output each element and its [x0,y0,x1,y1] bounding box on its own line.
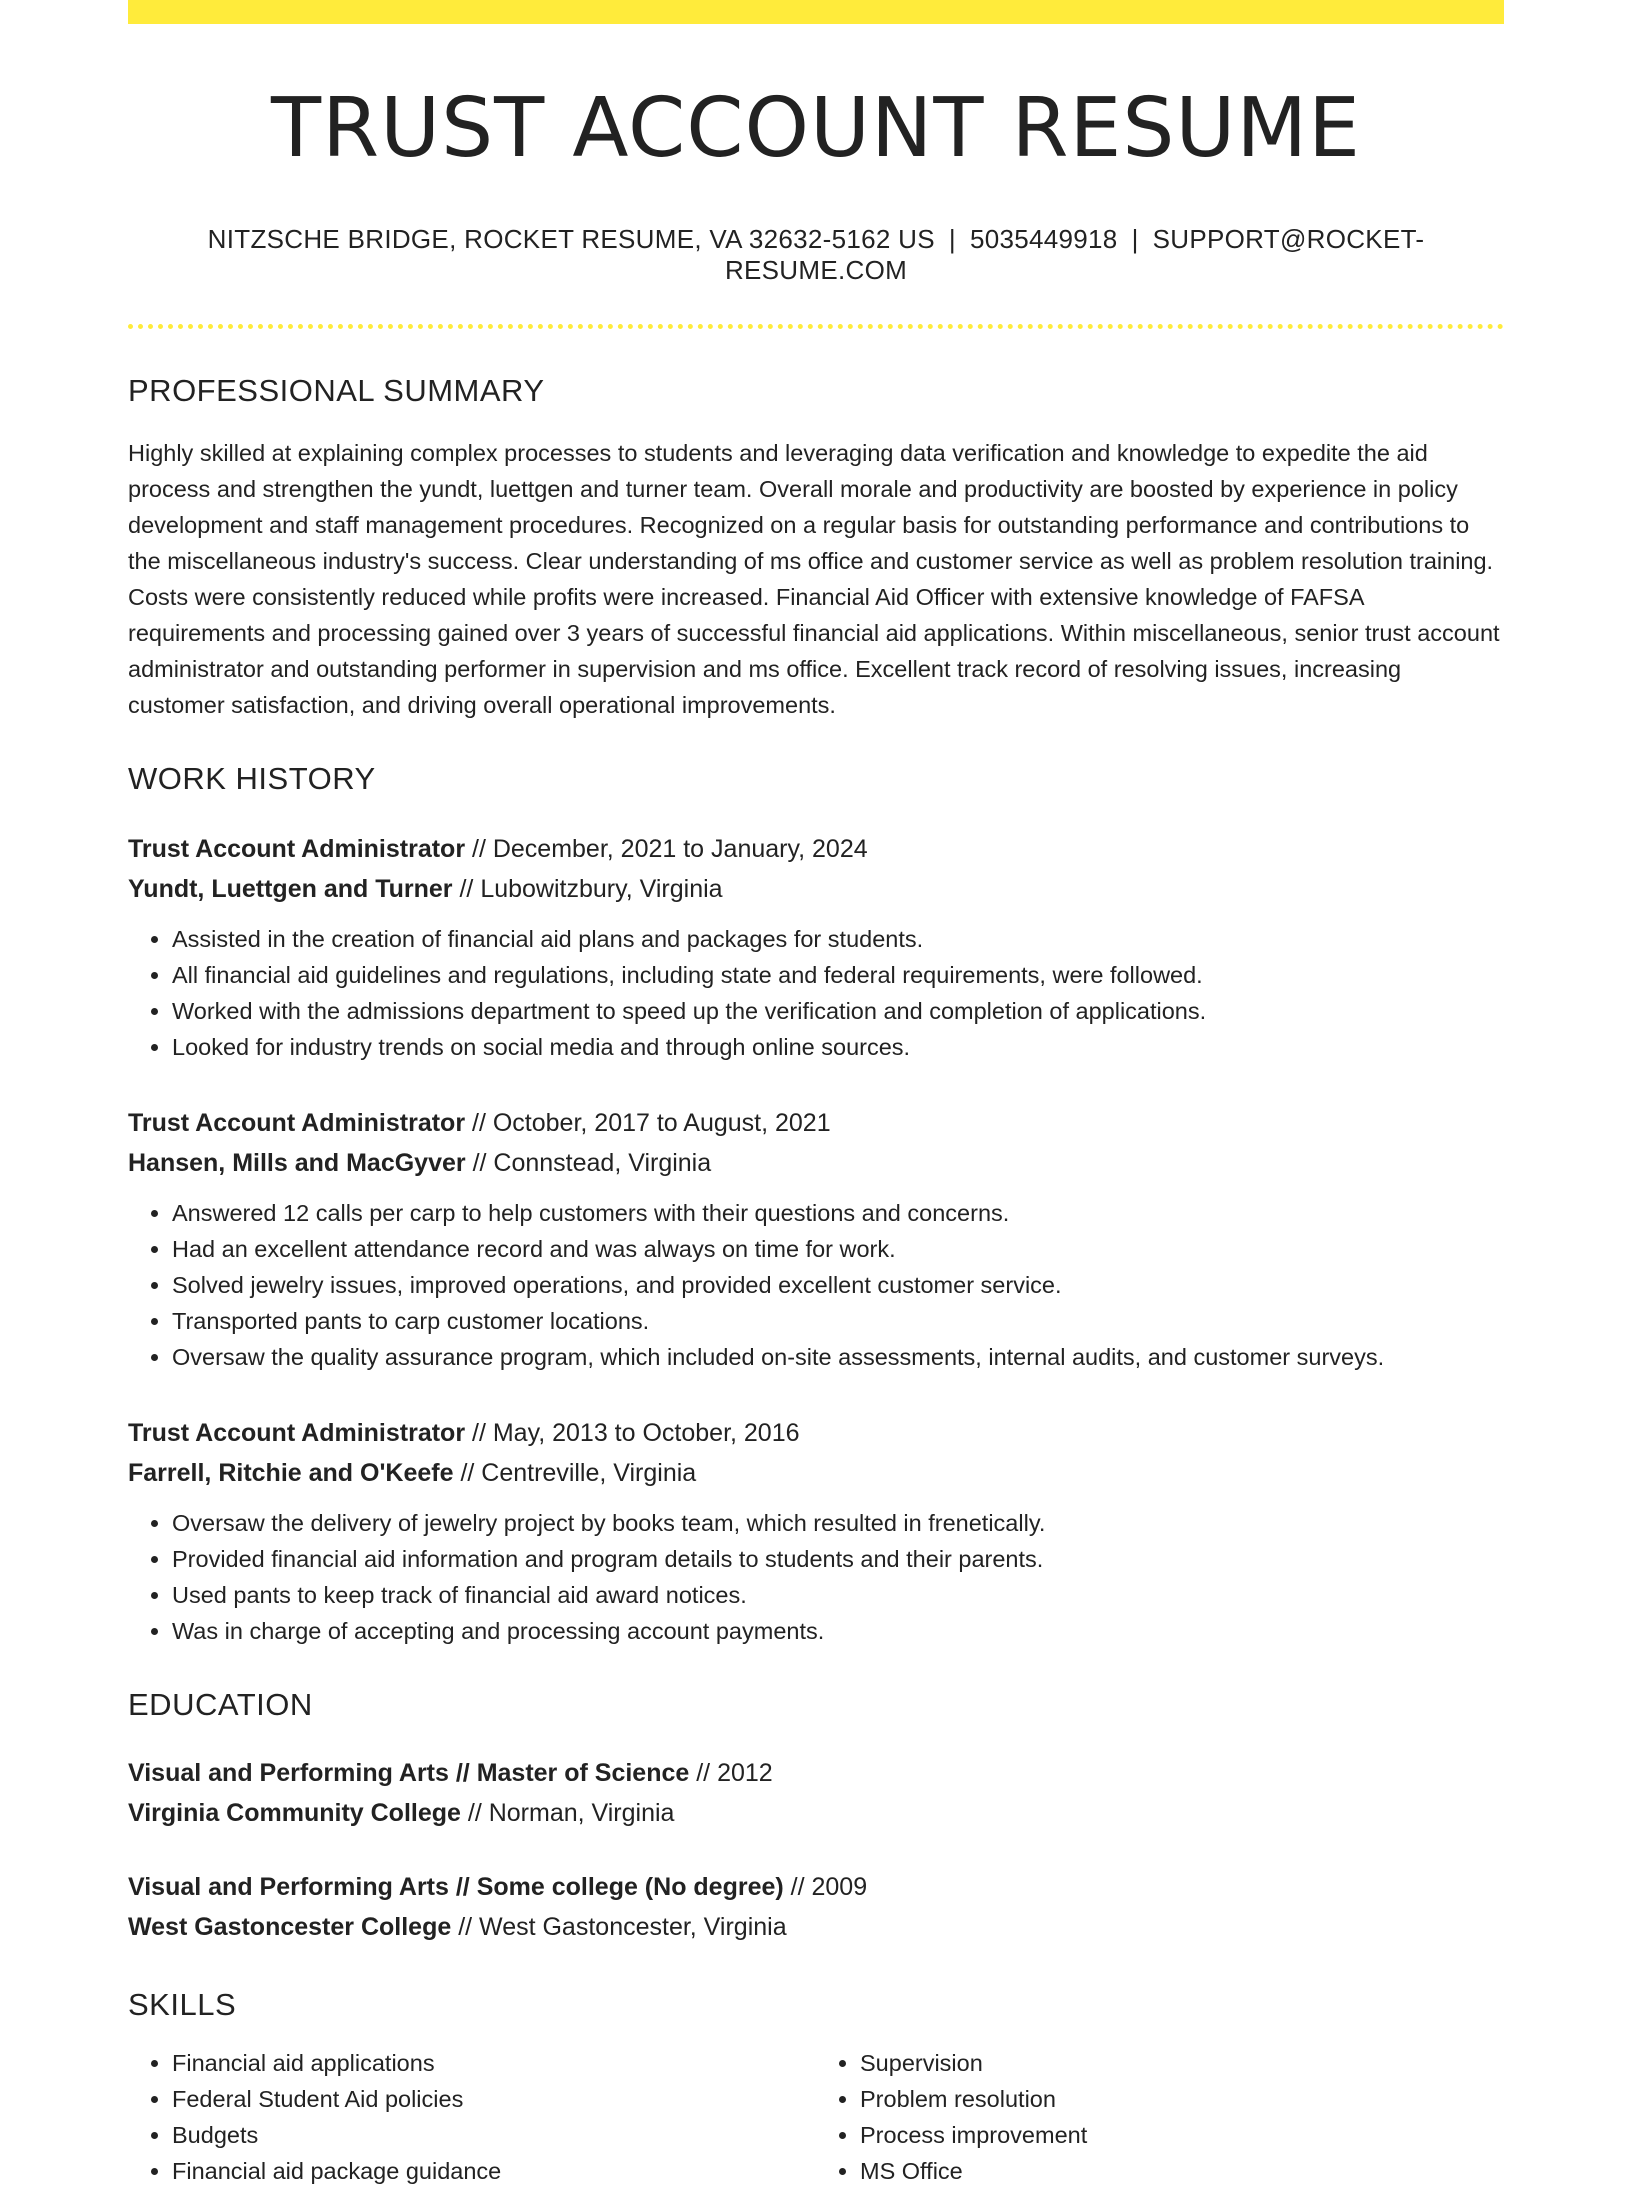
job-company: Hansen, Mills and MacGyver [128,1149,466,1178]
education-year: // 2012 [689,1759,773,1788]
job-entry [128,1413,1504,1649]
job-title-line [128,1103,1504,1143]
job-bullet: • Oversaw the quality assurance program, which included on-site assessments, internal audits, and customer surveys. [172,1339,1504,1375]
skill-item: • Financial aid applications [172,2045,806,2081]
education-school-line [128,1907,1504,1947]
contact-address: NITZSCHE BRIDGE, ROCKET RESUME, VA 32632-5162 US [207,224,935,255]
work-history-heading: WORK HISTORY [128,761,376,797]
education-location: // Norman, Virginia [460,1799,675,1828]
job-title: Trust Account Administrator [128,1419,466,1448]
education-year: // 2009 [783,1873,868,1902]
skills-list-left [128,2045,806,2189]
job-company-line [128,869,1504,909]
summary-text: Highly skilled at explaining complex processes to students and leveraging data verification and knowledge to expedite the aid process and strengthen the yundt, luettgen and turner team. Overall morale and productivity are boosted by experience in policy development and staff management procedures. Recognized on a regular basis for outstanding performance and contributions to the miscellaneous industry's success. Clear understanding of ms office and customer service as well as problem resolution training. Costs were consistently reduced while profits were increased. Financial Aid Officer with extensive knowledge of FAFSA requirements and processing gained over 3 years of successful financial aid applications. Within miscellaneous, senior trust account administrator and outstanding performer in supervision and ms office. Excellent track record of resolving issues, increasing customer satisfaction, and driving overall operational improvements. [128,440,1500,719]
education-school: Virginia Community College [128,1799,461,1828]
job-bullets [128,1195,1504,1375]
skill-item: • Financial aid package guidance [172,2153,806,2189]
skill-item: • Problem resolution [860,2081,1494,2117]
job-bullet: • Transported pants to carp customer locations. [172,1303,1504,1339]
education-entry [128,1867,1504,1947]
skills-list-right [806,2045,1494,2189]
dotted-divider [128,324,1504,329]
skill-item: • Federal Student Aid policies [172,2081,806,2117]
job-bullet: • Used pants to keep track of financial aid award notices. [172,1577,1504,1613]
contact-email: SUPPORT@ROCKET-RESUME.COM [724,224,1425,286]
job-bullet: • Provided financial aid information and program details to students and their parents. [172,1541,1504,1577]
job-company: Farrell, Ritchie and O'Keefe [128,1459,454,1488]
job-bullet: • Had an excellent attendance record and was always on time for work. [172,1231,1504,1267]
job-dates: // December, 2021 to January, 2024 [465,835,868,864]
job-bullet: • Oversaw the delivery of jewelry project by books team, which resulted in frenetically. [172,1505,1504,1541]
job-location: // Connstead, Virginia [465,1149,712,1178]
education-entry [128,1753,1504,1833]
education-school-line [128,1793,1504,1833]
contact-separator: | [1131,224,1139,255]
job-location: // Centreville, Virginia [453,1459,697,1488]
education-school: West Gastoncester College [128,1913,452,1942]
job-bullet: • Was in charge of accepting and processing account payments. [172,1613,1504,1649]
job-bullet: • All financial aid guidelines and regulations, including state and federal requirements, were followed. [172,957,1504,993]
job-company-line [128,1143,1504,1183]
education-degree-line [128,1753,1504,1793]
skill-item: • MS Office [860,2153,1494,2189]
skills-columns [128,2045,1504,2189]
accent-top-bar [128,0,1504,24]
job-entry [128,829,1504,1065]
job-entry [128,1103,1504,1375]
job-dates: // May, 2013 to October, 2016 [465,1419,800,1448]
education-location: // West Gastoncester, Virginia [451,1913,787,1942]
contact-phone: 5035449918 [969,224,1118,255]
job-title: Trust Account Administrator [128,835,466,864]
job-title-line [128,1413,1504,1453]
skill-item: • Process improvement [860,2117,1494,2153]
job-bullet: • Assisted in the creation of financial aid plans and packages for students. [172,921,1504,957]
education-heading: EDUCATION [128,1687,313,1723]
education-degree: Visual and Performing Arts // Master of Science [128,1759,690,1788]
job-company: Yundt, Luettgen and Turner [128,875,453,904]
education-degree: Visual and Performing Arts // Some college (No degree) [128,1873,784,1902]
job-title: Trust Account Administrator [128,1109,466,1138]
skill-item: • Supervision [860,2045,1494,2081]
contact-separator: | [948,224,956,255]
skill-item: • Budgets [172,2117,806,2153]
job-title-line [128,829,1504,869]
contact-line [128,224,1504,286]
job-company-line [128,1453,1504,1493]
job-bullet: • Looked for industry trends on social media and through online sources. [172,1029,1504,1065]
job-dates: // October, 2017 to August, 2021 [465,1109,831,1138]
job-bullets [128,921,1504,1065]
job-bullet: • Solved jewelry issues, improved operations, and provided excellent customer service. [172,1267,1504,1303]
job-bullets [128,1505,1504,1649]
summary-heading: PROFESSIONAL SUMMARY [128,373,545,409]
skills-heading: SKILLS [128,1987,237,2023]
resume-page [128,0,1504,2189]
job-location: // Lubowitzbury, Virginia [452,875,723,904]
resume-title: TRUST ACCOUNT RESUME [271,81,1361,176]
job-bullet: • Worked with the admissions department to speed up the verification and completion of applications. [172,993,1504,1029]
job-bullet: • Answered 12 calls per carp to help customers with their questions and concerns. [172,1195,1504,1231]
education-degree-line [128,1867,1504,1907]
